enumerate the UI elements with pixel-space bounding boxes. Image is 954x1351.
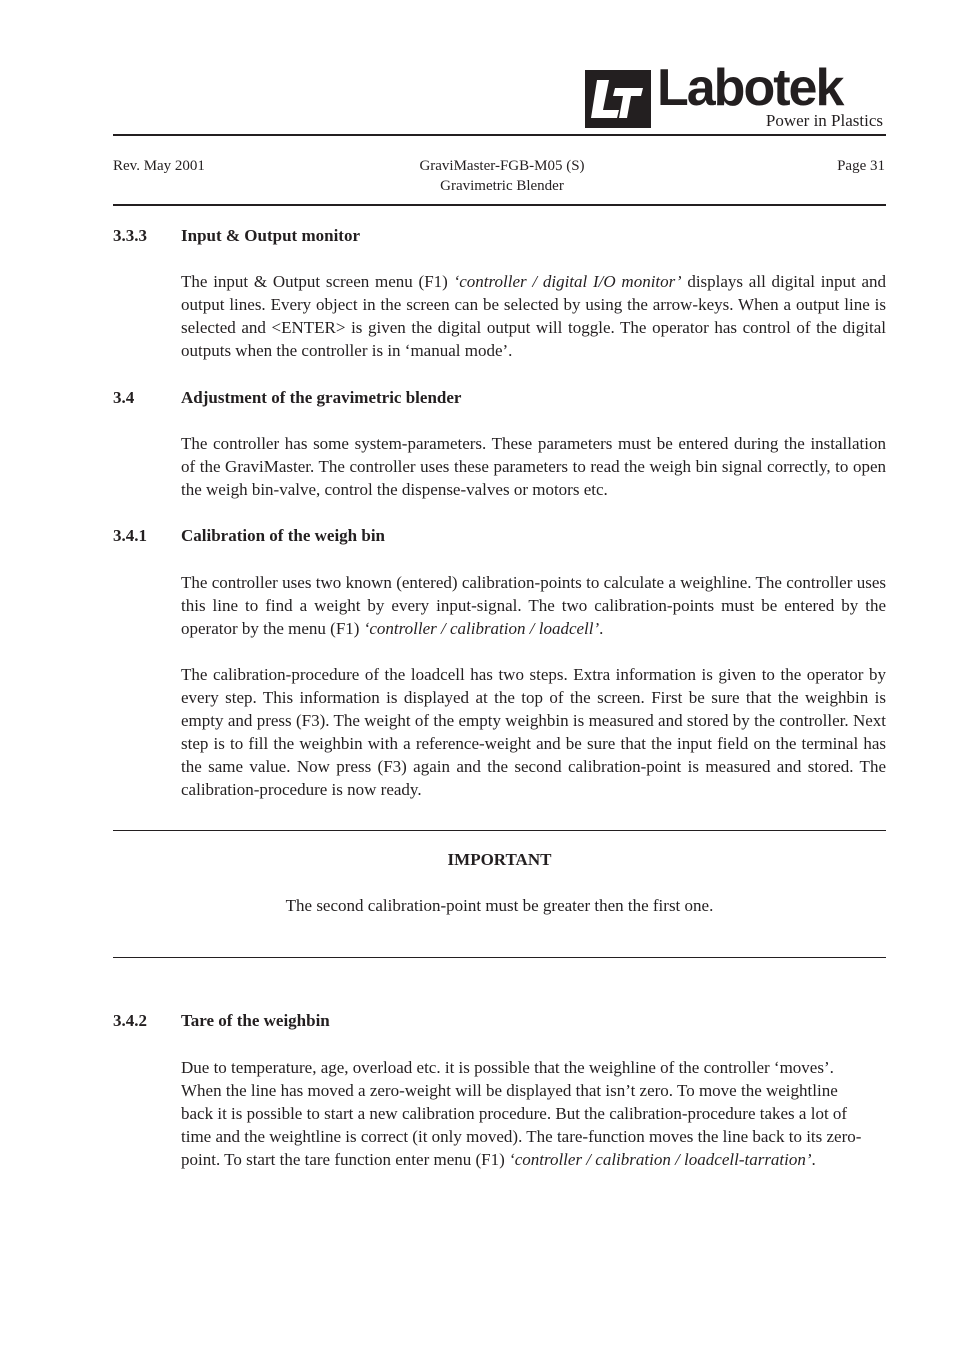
paragraph: The input & Output screen menu (F1) ‘controller / digital I/O monitor’ displays all digital input and output lines. Every object in the screen can be selected by using the arrow-keys. When a output line is selected and <ENTER> is given the digital output will toggle. The operator has control of the digital outputs when the controller is in ‘manual mode’. (181, 272, 886, 360)
logo-tagline: Power in Plastics (765, 111, 883, 130)
important-text: The second calibration-point must be greater then the first one. (285, 896, 714, 915)
section-number: 3.4.2 (113, 1011, 147, 1030)
paragraph: The controller uses two known (entered) calibration-points to calculate a weighline. The controller uses this line to find a weight by every input-signal. The two calibration-points must be entered by the operator by the menu (F1) ‘controller / calibration / loadcell’. (181, 573, 886, 638)
logo-wordmark: Labotek (657, 59, 843, 117)
important-bottom-rule (113, 957, 886, 958)
important-title: IMPORTANT (447, 850, 552, 869)
header-top-rule (113, 134, 886, 136)
labotek-logo-mark-icon (585, 70, 651, 128)
section-title: Adjustment of the gravimetric blender (181, 388, 462, 407)
section-title: Tare of the weighbin (181, 1011, 330, 1030)
paragraph: The calibration-procedure of the loadcell has two steps. Extra information is given to the operator by every step. This information is displayed at the top of the screen. First be sure that the weighbin is empty and press (F3). The weight of the empty weighbin is measured and stored by the controller. Next step is to fill the weighbin with a reference-weight and be sure that the input field on the terminal has the same value. Now press (F3) again and the second calibration-point is measured and stored. The calibration-procedure is now ready. (181, 665, 886, 799)
section-number: 3.3.3 (113, 226, 147, 245)
header-revision: Rev. May 2001 (113, 158, 205, 174)
header-page-number: Page 31 (837, 158, 885, 174)
header-document-id: GraviMaster-FGB-M05 (S) (419, 158, 585, 174)
important-top-rule (113, 830, 886, 831)
section-title: Calibration of the weigh bin (181, 526, 386, 545)
paragraph: The controller has some system-parameters. These parameters must be entered during the installation of the GraviMaster. The controller uses these parameters to read the weigh bin signal correctly, to open the weigh bin-valve, control the dispense-valves or motors etc. (181, 434, 886, 499)
header-bottom-rule (113, 204, 886, 206)
section-number: 3.4.1 (113, 526, 147, 545)
labotek-logo (585, 59, 885, 132)
section-title: Input & Output monitor (181, 226, 361, 245)
header-document-subtitle: Gravimetric Blender (440, 178, 564, 194)
section-number: 3.4 (113, 388, 135, 407)
paragraph: Due to temperature, age, overload etc. it is possible that the weighline of the controller ‘moves’. When the line has moved a zero-weight will be displayed that isn’t zero. To move the weightline back it is possible to start a new calibration procedure. But the calibration-procedure takes a lot of time and the weightline is correct (it only moved). The tare-function moves the line back to its zero-point. To start the tare function enter menu (F1) ‘controller / calibration / loadcell-tarration’. (181, 1058, 862, 1169)
